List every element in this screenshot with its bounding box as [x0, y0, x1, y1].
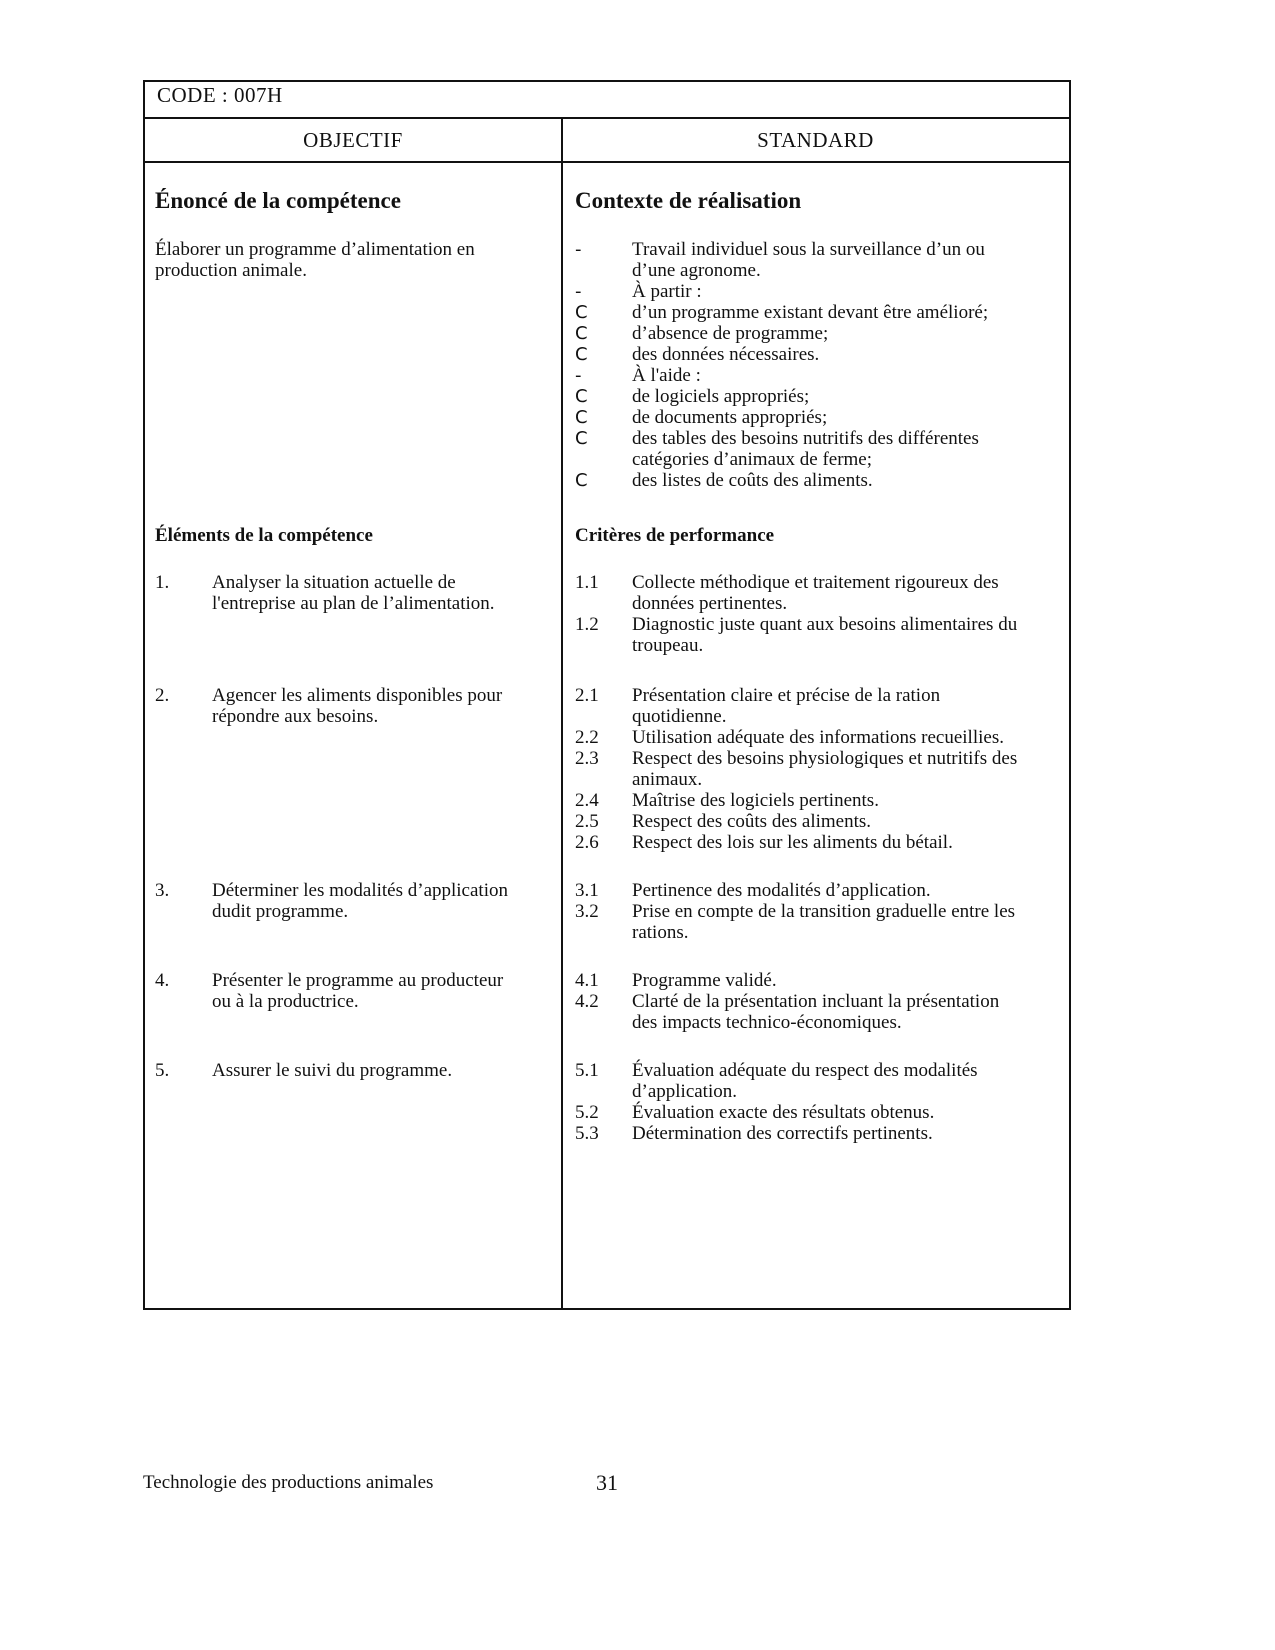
item-number [155, 901, 212, 922]
column-header-objectif: OBJECTIF [303, 128, 403, 152]
item-number: 1.1 [575, 572, 599, 593]
item-text: répondre aux besoins. [212, 706, 379, 727]
list-item [575, 1012, 999, 1033]
item-text: Utilisation adéquate des informations recueillies. [632, 727, 1004, 748]
item-number [575, 1012, 632, 1033]
list-item [575, 748, 1017, 769]
item-text: Diagnostic juste quant aux besoins alimentaires du [632, 614, 1018, 635]
list-item [575, 922, 1015, 943]
text-line: production animale. [155, 260, 307, 281]
item-text: des listes de coûts des aliments. [632, 470, 873, 491]
list-item [575, 572, 1017, 593]
item-number: 1.2 [575, 614, 599, 635]
item-text: de documents appropriés; [632, 407, 828, 428]
item-text: des tables des besoins nutritifs des différentes [632, 428, 979, 449]
item-text: animaux. [632, 769, 703, 790]
item-number: 3.1 [575, 880, 599, 901]
list-item [575, 470, 988, 491]
item-text: À l'aide : [632, 365, 701, 386]
list-item [575, 239, 988, 260]
item-text: d’une agronome. [632, 260, 761, 281]
item-number: 5.1 [575, 1060, 599, 1081]
item-number: 2.3 [575, 748, 599, 769]
bullet: C [575, 428, 588, 449]
criteres-heading: Critères de performance [575, 525, 775, 546]
item-text: des impacts technico-économiques. [632, 1012, 902, 1033]
elements-heading: Éléments de la compétence [155, 525, 373, 546]
text-line: Élaborer un programme d’alimentation en [155, 239, 475, 260]
bullet: C [575, 323, 588, 344]
list-item [575, 1060, 978, 1081]
item-text: Détermination des correctifs pertinents. [632, 1123, 933, 1144]
list-item [575, 790, 1017, 811]
item-number: 2.4 [575, 790, 599, 811]
item-text: Programme validé. [632, 970, 777, 991]
bullet: C [575, 386, 588, 407]
list-item [575, 593, 1017, 614]
element-group [155, 685, 502, 727]
item-text: données pertinentes. [632, 593, 788, 614]
item-text: Pertinence des modalités d’application. [632, 880, 931, 901]
item-number [155, 706, 212, 727]
list-item [155, 880, 508, 901]
list-item [575, 970, 999, 991]
list-item [575, 365, 988, 386]
list-item [575, 635, 1017, 656]
item-number [575, 706, 632, 727]
list-item [575, 1102, 978, 1123]
bullet: - [575, 239, 582, 260]
critere-group [575, 880, 1015, 943]
item-number: 5. [155, 1060, 170, 1081]
contexte-heading: Contexte de réalisation [575, 188, 802, 213]
item-number [575, 593, 632, 614]
bullet: C [575, 302, 588, 323]
enonce-heading: Énoncé de la compétence [155, 188, 401, 213]
item-text: Analyser la situation actuelle de [212, 572, 456, 593]
critere-group [575, 970, 999, 1033]
list-item [575, 302, 988, 323]
list-item [575, 407, 988, 428]
item-text: Maîtrise des logiciels pertinents. [632, 790, 879, 811]
list-item [155, 685, 502, 706]
list-item [575, 901, 1015, 922]
list-item [575, 1123, 978, 1144]
list-item [155, 593, 495, 614]
item-text: d’un programme existant devant être amélioré; [632, 302, 989, 323]
item-text: Respect des coûts des aliments. [632, 811, 872, 832]
list-item [575, 260, 988, 281]
list-item [575, 386, 988, 407]
item-number: 4.2 [575, 991, 599, 1012]
element-group [155, 572, 495, 614]
item-text: troupeau. [632, 635, 704, 656]
bullet [575, 449, 632, 470]
item-text: des données nécessaires. [632, 344, 820, 365]
bullet: C [575, 344, 588, 365]
list-item [575, 449, 988, 470]
item-text: Présenter le programme au producteur [212, 970, 504, 991]
item-number: 2.5 [575, 811, 599, 832]
item-number [155, 593, 212, 614]
item-number: 4.1 [575, 970, 599, 991]
bullet: C [575, 407, 588, 428]
item-text: Présentation claire et précise de la ration [632, 685, 941, 706]
item-text: Évaluation exacte des résultats obtenus. [632, 1102, 935, 1123]
divider [143, 161, 1069, 163]
item-number [575, 1081, 632, 1102]
list-item [155, 970, 503, 991]
item-number: 2.2 [575, 727, 599, 748]
list-item [575, 727, 1017, 748]
list-item [575, 344, 988, 365]
item-number: 5.2 [575, 1102, 599, 1123]
list-item [575, 281, 988, 302]
bullet [575, 260, 632, 281]
item-text: Respect des lois sur les aliments du bétail. [632, 832, 953, 853]
item-number: 3. [155, 880, 170, 901]
item-text: Agencer les aliments disponibles pour [212, 685, 503, 706]
list-item [155, 706, 502, 727]
list-item [155, 991, 503, 1012]
item-text: l'entreprise au plan de l’alimentation. [212, 593, 495, 614]
bullet: C [575, 470, 588, 491]
item-text: Évaluation adéquate du respect des modalités [632, 1060, 978, 1081]
item-text: À partir : [632, 281, 702, 302]
list-item [575, 880, 1015, 901]
critere-group [575, 685, 1017, 853]
item-number [575, 922, 632, 943]
list-item [575, 811, 1017, 832]
bullet: - [575, 365, 582, 386]
list-item [575, 769, 1017, 790]
item-text: Assurer le suivi du programme. [212, 1060, 453, 1081]
item-text: de logiciels appropriés; [632, 386, 810, 407]
divider [143, 117, 1069, 119]
code-label: CODE : 007H [157, 83, 283, 107]
footer-title: Technologie des productions animales [143, 1472, 434, 1493]
item-number: 4. [155, 970, 170, 991]
item-text: Déterminer les modalités d’application [212, 880, 508, 901]
item-text: Respect des besoins physiologiques et nutritifs des [632, 748, 1018, 769]
bullet: - [575, 281, 582, 302]
item-text: Collecte méthodique et traitement rigoureux des [632, 572, 999, 593]
item-number: 2. [155, 685, 170, 706]
item-text: d’absence de programme; [632, 323, 829, 344]
item-text: quotidienne. [632, 706, 727, 727]
item-number: 1. [155, 572, 170, 593]
element-group [155, 880, 508, 922]
list-item [575, 428, 988, 449]
item-number: 2.1 [575, 685, 599, 706]
list-item [155, 901, 508, 922]
item-number: 5.3 [575, 1123, 599, 1144]
item-text: ou à la productrice. [212, 991, 359, 1012]
item-number: 3.2 [575, 901, 599, 922]
list-item [575, 706, 1017, 727]
column-header-standard: STANDARD [757, 128, 874, 152]
item-text: d’application. [632, 1081, 737, 1102]
critere-group [575, 572, 1017, 656]
item-number [575, 635, 632, 656]
element-group [155, 970, 503, 1012]
item-text: catégories d’animaux de ferme; [632, 449, 873, 470]
list-item [575, 991, 999, 1012]
list-item [575, 323, 988, 344]
list-item [155, 1060, 452, 1081]
item-number [575, 769, 632, 790]
list-item [575, 614, 1017, 635]
item-number [155, 991, 212, 1012]
item-text: dudit programme. [212, 901, 349, 922]
item-text: rations. [632, 922, 689, 943]
item-number: 2.6 [575, 832, 599, 853]
page-number: 31 [596, 1470, 618, 1495]
item-text: Travail individuel sous la surveillance d’un ou [632, 239, 985, 260]
list-item [575, 1081, 978, 1102]
column-divider [561, 118, 563, 1308]
enonce-text [155, 239, 475, 281]
list-item [575, 832, 1017, 853]
list-item [155, 572, 495, 593]
element-group [155, 1060, 452, 1081]
contexte-list [575, 239, 988, 491]
list-item [575, 685, 1017, 706]
critere-group [575, 1060, 978, 1144]
item-text: Clarté de la présentation incluant la présentation [632, 991, 1000, 1012]
item-text: Prise en compte de la transition graduelle entre les [632, 901, 1016, 922]
